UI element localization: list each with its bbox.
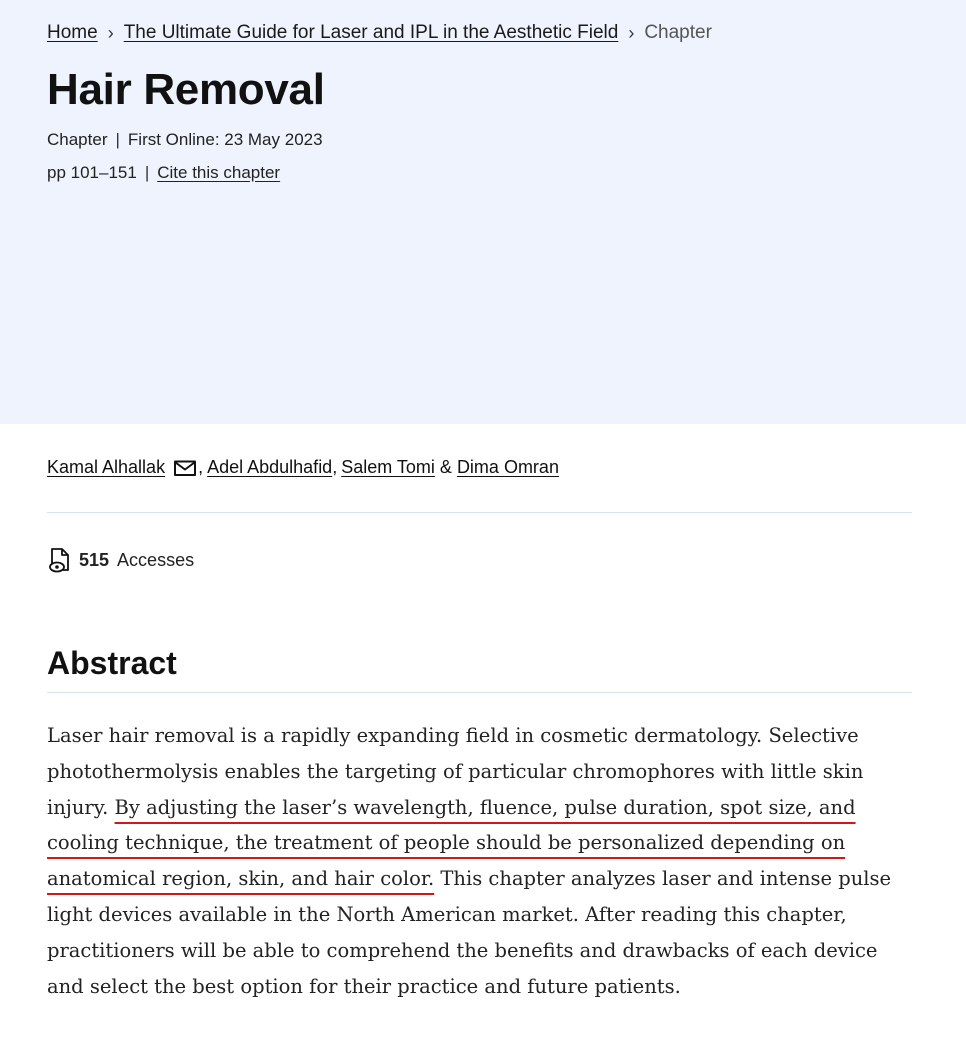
- chapter-pages-row: [47, 161, 280, 185]
- meta-divider: |: [115, 130, 120, 149]
- meta-divider: |: [144, 163, 150, 182]
- divider: [47, 692, 912, 693]
- breadcrumb-current: Chapter: [644, 22, 712, 43]
- breadcrumb-home-link[interactable]: Home: [47, 22, 98, 43]
- accesses-label: Accesses: [117, 550, 195, 570]
- abstract-text: [47, 718, 909, 1004]
- author-link[interactable]: Kamal Alhallak: [47, 457, 166, 477]
- breadcrumb: [47, 20, 712, 46]
- document-eye-icon: [47, 546, 73, 574]
- author-link[interactable]: Salem Tomi: [341, 457, 435, 477]
- accesses-count: 515: [79, 550, 110, 570]
- chevron-right-icon: ›: [107, 23, 114, 43]
- page-title: Hair Removal: [47, 65, 325, 114]
- envelope-icon[interactable]: [172, 456, 198, 478]
- chevron-right-icon: ›: [628, 23, 635, 43]
- author-list: [47, 454, 559, 480]
- author-link[interactable]: Dima Omran: [456, 457, 559, 477]
- author-link[interactable]: Adel Abdulhafid: [207, 457, 333, 477]
- cite-chapter-link[interactable]: Cite this chapter: [157, 163, 281, 182]
- accesses-metric: [47, 546, 194, 574]
- breadcrumb-book-link[interactable]: The Ultimate Guide for Laser and IPL in the Aesthetic Field: [123, 22, 619, 43]
- author-ampersand: &: [439, 457, 452, 477]
- abstract-text-part: Laser hair removal is a rapidly expanding field in cosmetic dermatology. Selective photothermolysis enables the targeting of particular chromophores with little skin injury.: [47, 724, 864, 819]
- divider: [47, 512, 912, 513]
- author-separator: ,: [198, 457, 204, 477]
- author-separator: ,: [332, 457, 338, 477]
- first-online-date: First Online: 23 May 2023: [127, 130, 323, 149]
- highlighted-sentence: By adjusting the laser’s wavelength, fluence, pulse duration, spot size, and cooling technique, the treatment of people should be personalized depending on anatomical region, skin, and hair color.: [47, 795, 856, 891]
- abstract-text-part: This chapter analyzes laser and intense pulse light devices available in the North American market. After reading this chapter, practitioners will be able to comprehend the benefits and drawbacks of each device and select the best option for their practice and future patients.: [47, 867, 892, 998]
- page-range: pp 101–151: [47, 163, 137, 182]
- abstract-heading: Abstract: [47, 645, 177, 681]
- content-type: Chapter: [47, 130, 108, 149]
- chapter-meta: [47, 128, 323, 152]
